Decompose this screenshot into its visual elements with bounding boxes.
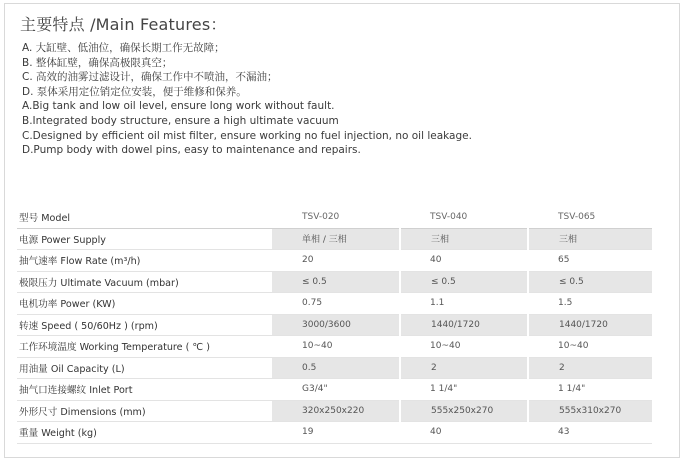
row-label: 工作环境温度 Working Temperature ( ℃ ) — [17, 336, 272, 358]
table-row — [17, 250, 652, 272]
header-cell: TSV-020 — [272, 207, 400, 228]
table-cell: 10~40 — [272, 336, 400, 358]
table-cell: 0.5 — [272, 357, 400, 379]
table-cell: ≤ 0.5 — [528, 271, 652, 293]
table-cell: 1.5 — [528, 293, 652, 315]
table-cell: 43 — [528, 422, 652, 444]
row-label: 转速 Speed ( 50/60Hz ) (rpm) — [17, 314, 272, 336]
feature-item: A.Big tank and low oil level, ensure long work without fault. — [22, 100, 335, 113]
table-cell: 三相 — [400, 228, 528, 250]
section-title: 主要特点 /Main Features： — [20, 15, 227, 34]
table-cell: 65 — [528, 250, 652, 272]
row-label: 电源 Power Supply — [17, 228, 272, 250]
feature-item: C. 高效的油雾过滤设计，确保工作中不喷油，不漏油； — [22, 71, 278, 84]
table-cell: 1440/1720 — [528, 314, 652, 336]
table-cell: 555x250x270 — [400, 400, 528, 422]
table-cell: 2 — [528, 357, 652, 379]
table-cell: 单相 / 三相 — [272, 228, 400, 250]
table-cell: 40 — [400, 250, 528, 272]
table-cell: 19 — [272, 422, 400, 444]
header-cell: 型号 Model — [17, 207, 272, 228]
table-row — [17, 314, 652, 336]
table-cell: 三相 — [528, 228, 652, 250]
table-row — [17, 271, 652, 293]
row-label: 抽气速率 Flow Rate (m³/h) — [17, 250, 272, 272]
feature-item: C.Designed by efficient oil mist filter, ensure working no fuel injection, no oil leakage. — [22, 129, 472, 142]
feature-item: D.Pump body with dowel pins, easy to maintenance and repairs. — [22, 144, 361, 157]
table-cell: ≤ 0.5 — [400, 271, 528, 293]
table-cell: 10~40 — [528, 336, 652, 358]
row-label: 外形尺寸 Dimensions (mm) — [17, 400, 272, 422]
table-header-row — [17, 207, 652, 228]
table-cell: 10~40 — [400, 336, 528, 358]
table-cell: 555x310x270 — [528, 400, 652, 422]
table-cell: 320x250x220 — [272, 400, 400, 422]
table-row — [17, 336, 652, 358]
table-cell: 1 1/4" — [528, 379, 652, 401]
feature-item: B. 整体缸壁，确保高极限真空； — [22, 56, 173, 69]
spec-table — [17, 207, 652, 444]
feature-item: B.Integrated body structure, ensure a high ultimate vacuum — [22, 114, 339, 127]
table-cell: G3/4" — [272, 379, 400, 401]
feature-item: D. 泵体采用定位销定位安装，便于维修和保养。 — [22, 85, 247, 98]
table-cell: 1440/1720 — [400, 314, 528, 336]
table-cell: 40 — [400, 422, 528, 444]
table-row — [17, 400, 652, 422]
row-label: 电机功率 Power (KW) — [17, 293, 272, 315]
table-cell: 0.75 — [272, 293, 400, 315]
table-cell: 2 — [400, 357, 528, 379]
header-cell: TSV-065 — [528, 207, 652, 228]
table-row — [17, 228, 652, 250]
table-cell: 1 1/4" — [400, 379, 528, 401]
table-row — [17, 422, 652, 444]
table-cell: 1.1 — [400, 293, 528, 315]
row-label: 抽气口连接螺纹 Inlet Port — [17, 379, 272, 401]
table-cell: 3000/3600 — [272, 314, 400, 336]
feature-list — [22, 41, 662, 158]
table-cell: 20 — [272, 250, 400, 272]
row-label: 用油量 Oil Capacity (L) — [17, 357, 272, 379]
table-row — [17, 379, 652, 401]
table-row — [17, 293, 652, 315]
table-cell: ≤ 0.5 — [272, 271, 400, 293]
table-row — [17, 357, 652, 379]
row-label: 重量 Weight (kg) — [17, 422, 272, 444]
header-cell: TSV-040 — [400, 207, 528, 228]
row-label: 极限压力 Ultimate Vacuum (mbar) — [17, 271, 272, 293]
feature-item: A. 大缸壁、低油位，确保长期工作无故障； — [22, 42, 225, 54]
